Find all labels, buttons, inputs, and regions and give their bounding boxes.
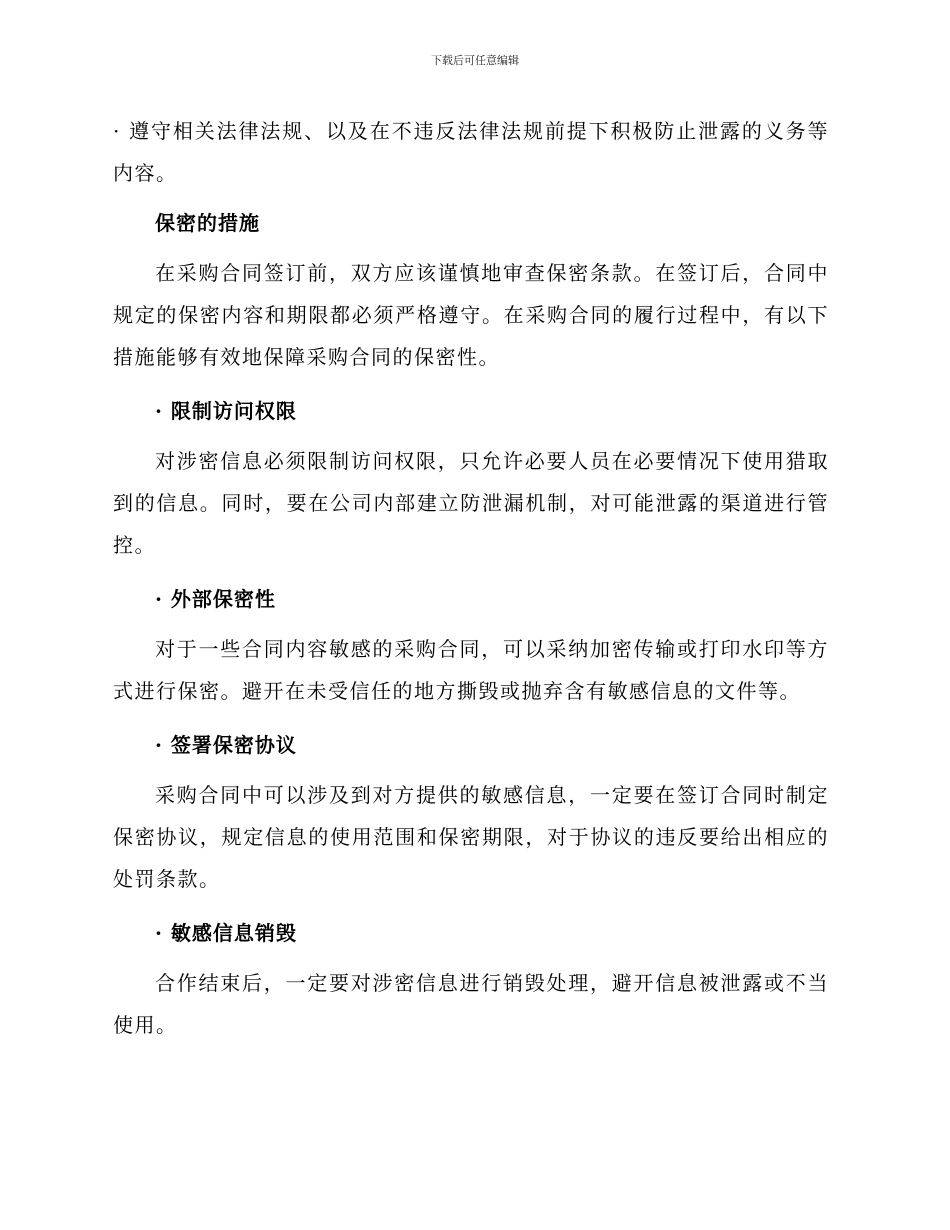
section-paragraph: 在采购合同签订前，双方应该谨慎地审查保密条款。在签订后，合同中规定的保密内容和期限都必须严格遵守。在采购合同的履行过程中，有以下措施能够有效地保障采购合同的保密性。 <box>113 261 829 369</box>
item-heading-nda: · 签署保密协议 <box>155 733 297 757</box>
document-body <box>113 110 829 1046</box>
item-body-access-control: 对涉密信息必须限制访问权限，只允许必要人员在必要情况下使用猎取到的信息。同时，要在公司内部建立防泄漏机制，对可能泄露的渠道进行管控。 <box>113 449 829 557</box>
section-title: 保密的措施 <box>155 211 260 235</box>
item-heading-destruction: · 敏感信息销毁 <box>155 921 297 945</box>
page-header: 下载后可任意编辑 <box>431 54 519 67</box>
item-body-destruction: 合作结束后，一定要对涉密信息进行销毁处理，避开信息被泄露或不当使用。 <box>113 971 829 1037</box>
item-heading-external-confidentiality: · 外部保密性 <box>155 587 276 611</box>
item-body-external-confidentiality: 对于一些合同内容敏感的采购合同，可以采纳加密传输或打印水印等方式进行保密。避开在未受信任的地方撕毁或抛弃含有敏感信息的文件等。 <box>113 637 829 703</box>
item-heading-access-control: · 限制访问权限 <box>155 399 297 423</box>
item-body-nda: 采购合同中可以涉及到对方提供的敏感信息，一定要在签订合同时制定保密协议，规定信息的使用范围和保密期限，对于协议的违反要给出相应的处罚条款。 <box>113 783 829 891</box>
intro-paragraph: · 遵守相关法律法规、以及在不违反法律法规前提下积极防止泄露的义务等内容。 <box>113 119 829 185</box>
